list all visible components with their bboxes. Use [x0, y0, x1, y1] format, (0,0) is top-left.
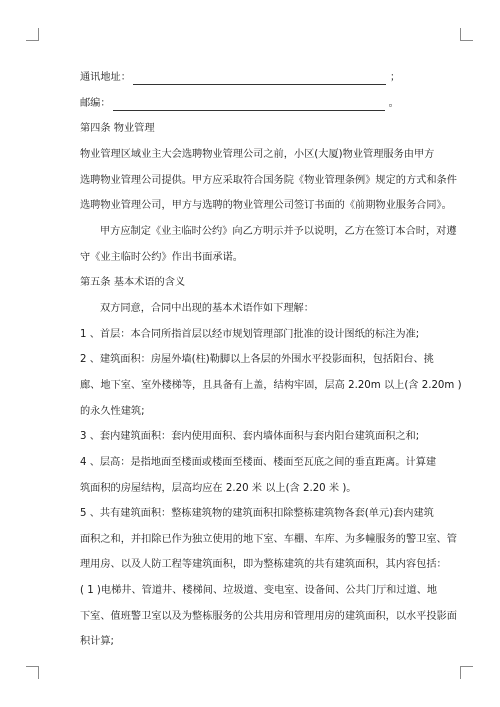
paragraph-line: 面积之和，并扣除已作为独立使用的地下室、车棚、车库、为多幢服务的警卫室、管 [80, 534, 457, 545]
address-end-mark: ； [389, 72, 401, 83]
paragraph-line: 选聘物业管理公司，甲方与选聘的物业管理公司签订书面的《前期物业服务合同》。 [80, 200, 452, 211]
paragraph-line: 积计算; [80, 636, 114, 647]
sub-item-1: ( 1 )电梯井、管道井、楼梯间、垃圾道、变电室、设备间、公共门厅和过道、地 [80, 585, 438, 596]
paragraph-line: 物业管理区域业主大会选聘物业管理公司之前，小区(大厦)物业管理服务由甲方 [80, 149, 435, 160]
postcode-label: 邮编： [80, 98, 111, 109]
list-item-1: 1 、首层：本合同所指首层以经市规划管理部门批准的设计图纸的标注为准; [80, 329, 420, 340]
list-item-4: 4 、层高：是指地面至楼面或楼面至楼面、楼面至瓦底之间的垂直距离。计算建 [80, 457, 437, 468]
paragraph-line: 甲方应制定《业主临时公约》向乙方明示并予以说明，乙方在签订本合时，对遵 [100, 226, 457, 237]
paragraph-line: 双方同意，合同中出现的基本术语作如下理解： [100, 303, 314, 314]
section-heading-article-5: 第五条 基本术语的含义 [80, 277, 186, 288]
address-label: 通讯地址： [80, 72, 131, 83]
paragraph-line: 选聘物业管理公司提供。甲方应采取符合国务院《物业管理条例》规定的方式和条件 [80, 175, 457, 186]
section-heading-article-4: 第四条 物业管理 [80, 123, 155, 134]
list-item-5: 5 、共有建筑面积：整栋建筑物的建筑面积扣除整栋建筑物各套(单元)套内建筑 [80, 508, 434, 519]
crop-mark-top-left [26, 28, 39, 41]
postcode-field-row [80, 97, 399, 111]
postcode-end-mark: 。 [388, 98, 399, 109]
crop-mark-bottom-right [460, 666, 473, 679]
address-field-row [80, 71, 400, 85]
paragraph-line: 下室、值班警卫室以及为整栋服务的公共用房和管理用房的建筑面积，以水平投影面 [80, 611, 457, 622]
crop-mark-bottom-left [26, 666, 39, 679]
list-item-3: 3 、套内建筑面积：套内使用面积、套内墙体面积与套内阳台建筑面积之和; [80, 431, 420, 442]
paragraph-line: 理用房、以及人防工程等建筑面积，即为整栋建筑的共有建筑面积，其内容包括： [80, 559, 447, 570]
paragraph-line: 廊、地下室、室外楼梯等，且具备有上盖，结构牢固，层高 2.20m 以上(含 2.20m ) [80, 380, 462, 391]
postcode-blank-line[interactable] [113, 99, 385, 111]
paragraph-line: 守《业主临时公约》作出书面承诺。 [80, 252, 243, 263]
list-item-2: 2 、建筑面积：房屋外墙(柱)勒脚以上各层的外围水平投影面积，包括阳台、挑 [80, 354, 434, 365]
crop-mark-top-right [460, 28, 473, 41]
address-blank-line[interactable] [133, 73, 386, 85]
paragraph-line: 的永久性建筑; [80, 406, 145, 417]
paragraph-line: 筑面积的房屋结构，层高均应在 2.20 米 以上(含 2.20 米 )。 [80, 483, 357, 494]
